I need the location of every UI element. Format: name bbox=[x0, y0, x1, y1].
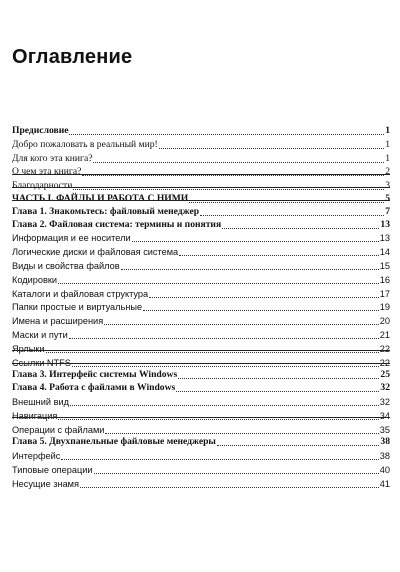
toc-entry bbox=[12, 125, 390, 137]
section-divider bbox=[12, 187, 390, 188]
toc-entry-title: Информация и ее носители bbox=[12, 233, 131, 244]
dot-leader bbox=[217, 445, 379, 446]
toc-entry-title: Ярлыки bbox=[12, 343, 45, 354]
toc-entry-title: Навигация bbox=[12, 410, 58, 421]
dot-leader bbox=[121, 269, 379, 270]
toc-entry-title: О чем эта книга? bbox=[12, 166, 82, 178]
toc-page-number: 1 bbox=[385, 138, 390, 150]
toc-page-number: 13 bbox=[380, 218, 390, 230]
toc-page-number: 16 bbox=[379, 274, 390, 285]
toc-page-number: 22 bbox=[379, 343, 390, 354]
dot-leader bbox=[176, 391, 379, 392]
toc-entry-title: Глава 2. Файловая система: термины и понятия bbox=[12, 218, 222, 230]
toc-entry bbox=[12, 260, 390, 272]
toc-page-number: 21 bbox=[379, 329, 390, 340]
dot-leader bbox=[93, 162, 384, 163]
toc-entry-title: Папки простые и виртуальные bbox=[12, 302, 143, 313]
dot-leader bbox=[132, 241, 379, 242]
dot-leader bbox=[73, 189, 384, 190]
toc-page-number: 15 bbox=[379, 260, 390, 271]
toc-entry-title: Благодарности bbox=[12, 180, 73, 192]
toc-entry bbox=[12, 450, 390, 462]
toc-page-number: 7 bbox=[385, 205, 390, 217]
toc-page-number: 25 bbox=[380, 369, 390, 381]
toc-page-number: 17 bbox=[379, 288, 390, 299]
dot-leader bbox=[222, 228, 379, 229]
toc-page-number: 32 bbox=[379, 396, 390, 407]
toc-entry-title: Внешний вид bbox=[12, 396, 69, 407]
toc-page-number: 38 bbox=[380, 436, 390, 448]
toc-entry bbox=[12, 410, 390, 422]
dot-leader bbox=[61, 459, 378, 460]
toc-entry-title: Глава 5. Двухпанельные файловые менеджеры bbox=[12, 436, 216, 448]
toc-entry bbox=[12, 315, 390, 327]
toc-entry-title: Логические диски и файловая система bbox=[12, 247, 179, 258]
dot-leader bbox=[82, 175, 384, 176]
dot-leader bbox=[105, 433, 378, 434]
dot-leader bbox=[58, 283, 379, 284]
dot-leader bbox=[159, 148, 384, 149]
dot-leader bbox=[104, 324, 379, 325]
dot-leader bbox=[189, 202, 384, 203]
toc-entry bbox=[12, 343, 390, 355]
dot-leader bbox=[69, 338, 379, 339]
dot-leader bbox=[178, 378, 379, 379]
dot-leader bbox=[46, 352, 379, 353]
toc-page-number: 38 bbox=[379, 451, 390, 462]
toc-entry bbox=[12, 288, 390, 300]
toc-page-number: 20 bbox=[379, 316, 390, 327]
dot-leader bbox=[69, 134, 384, 135]
toc-page-number: 35 bbox=[379, 424, 390, 435]
section-divider bbox=[12, 174, 390, 175]
toc-entry bbox=[12, 153, 390, 165]
toc-entry-title: Каталоги и файловая структура bbox=[12, 288, 149, 299]
toc-entry-title: Кодировки bbox=[12, 274, 58, 285]
dot-leader bbox=[200, 215, 384, 216]
toc-entry-title: Добро пожаловать в реальный мир! bbox=[12, 138, 158, 150]
toc-page-number: 22 bbox=[379, 357, 390, 368]
toc-entry-title: Глава 3. Интерфейс системы Windows bbox=[12, 369, 178, 381]
toc-page-number: 14 bbox=[379, 247, 390, 258]
dot-leader bbox=[94, 473, 379, 474]
toc-entry-title: ЧАСТЬ I. ФАЙЛЫ И РАБОТА С НИМИ bbox=[12, 192, 189, 204]
toc-entry bbox=[12, 232, 390, 244]
dot-leader bbox=[149, 297, 379, 298]
toc-page-number: 41 bbox=[379, 478, 390, 489]
section-divider bbox=[12, 200, 390, 201]
toc-entry bbox=[12, 301, 390, 313]
section-divider bbox=[12, 350, 390, 351]
section-divider bbox=[12, 363, 390, 364]
toc-entry-title: Глава 4. Работа с файлами в Windows bbox=[12, 382, 176, 394]
toc-entry-title: Несущие знамя bbox=[12, 478, 79, 489]
toc-entry-title: Типовые операции bbox=[12, 464, 93, 475]
toc-entry-title: Операции с файлами bbox=[12, 424, 105, 435]
dot-leader bbox=[143, 310, 379, 311]
toc-entry bbox=[12, 478, 390, 490]
toc-entry bbox=[12, 139, 390, 151]
toc-entry-title: Маски и пути bbox=[12, 329, 68, 340]
toc-entry bbox=[12, 206, 390, 218]
toc-entry bbox=[12, 382, 390, 394]
toc-entry bbox=[12, 246, 390, 258]
toc-page-number: 13 bbox=[379, 233, 390, 244]
toc-entry bbox=[12, 369, 390, 381]
toc-entry bbox=[12, 166, 390, 178]
toc-page-number: 40 bbox=[379, 464, 390, 475]
toc-entry bbox=[12, 436, 390, 448]
toc-page-number: 5 bbox=[385, 192, 390, 204]
dot-leader bbox=[70, 405, 379, 406]
toc-entry bbox=[12, 274, 390, 286]
toc-entry-title: Имена и расширения bbox=[12, 316, 104, 327]
toc-entry-title: Глава 1. Знакомьтесь: файловый менеджер bbox=[12, 205, 200, 217]
toc-page-number: 32 bbox=[380, 382, 390, 394]
dot-leader bbox=[72, 366, 379, 367]
dot-leader bbox=[80, 487, 379, 488]
toc-page-number: 1 bbox=[385, 125, 390, 136]
toc-page-number: 3 bbox=[385, 180, 390, 192]
toc-entry-title: Виды и свойства файлов bbox=[12, 260, 120, 271]
toc-page-number: 2 bbox=[385, 166, 390, 178]
table-of-contents bbox=[12, 125, 390, 492]
toc-entry bbox=[12, 396, 390, 408]
dot-leader bbox=[179, 255, 379, 256]
toc-entry bbox=[12, 464, 390, 476]
toc-entry bbox=[12, 424, 390, 436]
page-title: Оглавление bbox=[12, 46, 133, 68]
toc-page-number: 1 bbox=[385, 152, 390, 164]
toc-entry bbox=[12, 329, 390, 341]
toc-entry-title: Ссылки NTFS bbox=[12, 357, 71, 368]
toc-entry bbox=[12, 219, 390, 231]
toc-entry-title: Предисловие bbox=[12, 125, 69, 136]
toc-page-number: 19 bbox=[379, 302, 390, 313]
dot-leader bbox=[58, 419, 378, 420]
toc-entry-title: Интерфейс bbox=[12, 451, 61, 462]
toc-page-number: 34 bbox=[379, 410, 390, 421]
section-divider bbox=[12, 417, 390, 418]
toc-entry-title: Для кого эта книга? bbox=[12, 152, 93, 164]
